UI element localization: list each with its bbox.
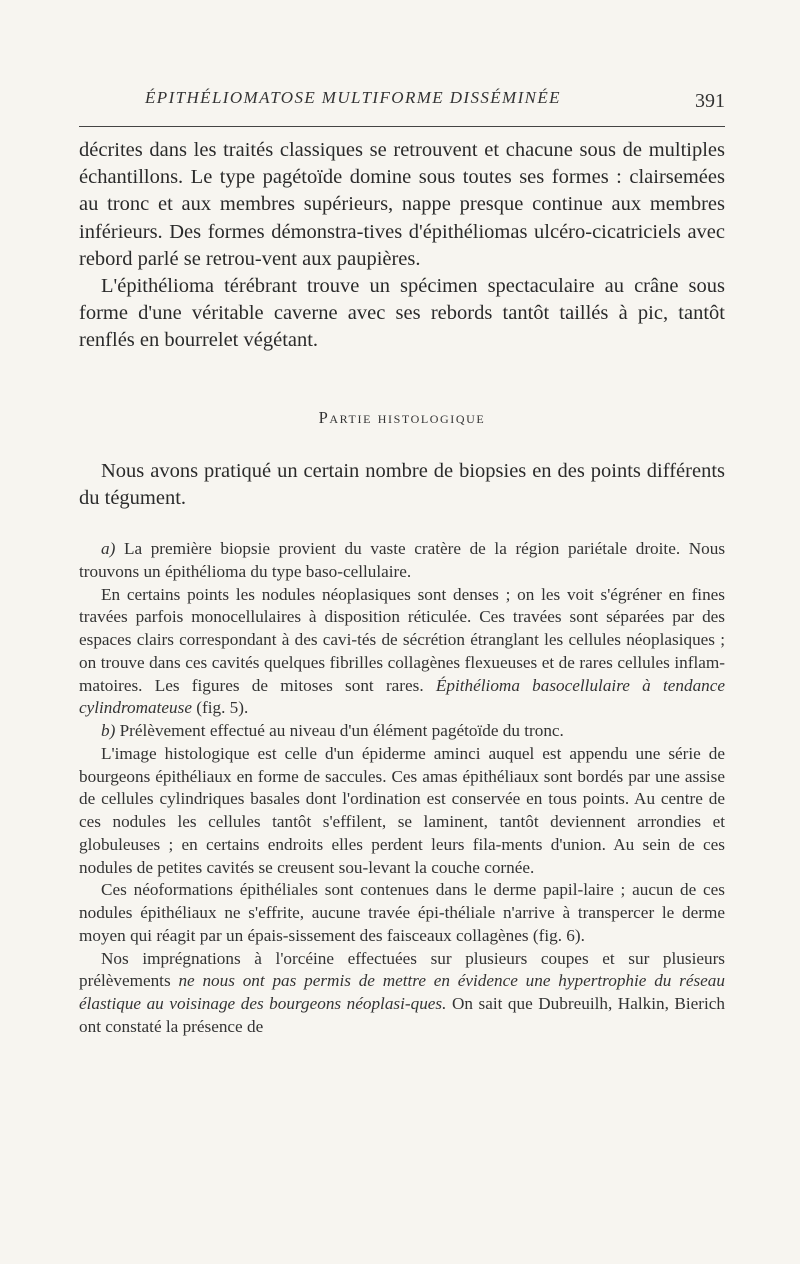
biopsy-a-paragraph-2: [79, 584, 725, 721]
lead-paragraph: Nous avons pratiqué un certain nombre de biopsies en des points différents du tégument.: [79, 460, 725, 510]
page-header: [79, 88, 725, 118]
biopsy-b-p4-start: Nos imprégnations à l'orcéine effectuées sur plusieurs coupes et sur plusieurs prélèvements: [79, 948, 725, 991]
biopsy-b-marker: b): [101, 721, 116, 740]
biopsy-a-text: La première biopsie provient du vaste cratère de la région pariétale droite. Nous trouvons un épithélioma du type baso-cellulaire.: [79, 539, 726, 581]
intro-text: [79, 137, 725, 355]
biopsy-b-text: Prélèvement effectué au niveau d'un élément pagétoïde du tronc.: [119, 721, 564, 740]
section-heading: [79, 408, 725, 428]
section-lead: [79, 458, 725, 512]
intro-paragraph-2: L'épithélioma térébrant trouve un spécimen spectaculaire au crâne sous forme d'une véritable caverne avec ses rebords tantôt taillés à pic, tantôt renflés en bourrelet végétant.: [79, 275, 725, 352]
biopsy-b-paragraph-4: [79, 948, 725, 1039]
page: [79, 0, 725, 1264]
biopsy-b-p4-italic: ne nous ont pas permis de mettre en évidence une hypertrophie du réseau élastique au voisinage des bourgeons néoplasi-ques.: [79, 971, 725, 1013]
biopsy-b-p4-end: On sait que Dubreuilh, Halkin, Bierich ont constaté la présence de: [79, 994, 726, 1036]
running-title: ÉPITHÉLIOMATOSE MULTIFORME DISSÉMINÉE: [145, 88, 561, 107]
biopsy-a-marker: a): [101, 539, 116, 558]
biopsy-a-paragraph: [79, 538, 725, 584]
header-rule: [79, 126, 725, 127]
intro-paragraph-1: décrites dans les traités classiques se retrouvent et chacune sous de multiples échantillons. Le type pagétoïde domine sous toutes ses formes : clairsemées au tronc et aux membres supérieurs, nappe presque continue aux membres inférieurs. Des formes démonstra-tives d'épithéliomas ulcéro-cicatriciels avec rebord parlé se retrou-vent aux paupières.: [79, 139, 725, 270]
page-number: 391: [695, 90, 725, 112]
biopsy-a-p2-italic: Épithélioma basocellulaire à tendance cylindromateuse: [79, 675, 726, 718]
biopsy-b-paragraph: [79, 720, 725, 743]
biopsy-a-p2: En certains points les nodules néoplasiques sont denses ; on les voit s'égréner en fines travées parfois monocellulaires à disposition réticulée. Ces travées sont séparées par des espaces clairs correspondant à des cavi-tés de sécrétion étranglant les cellules néoplasiques ; on trouve dans ces cavités quelques fibrilles collagènes flexueuses et de rares cellules inflam-matoires. Les figures de mitoses sont rares.: [79, 584, 725, 695]
biopsy-b-paragraph-3: Ces néoformations épithéliales sont contenues dans le derme papil-laire ; aucun de ces nodules épithéliaux ne s'effrite, aucune travée épi-théliale n'arrive à transpercer le derme moyen qui réagit par un épais-sissement des faisceaux collagènes (fig. 6).: [79, 880, 725, 945]
section-heading-text: Partie histologique: [318, 408, 486, 427]
biopsy-b-paragraph-2: L'image histologique est celle d'un épiderme aminci auquel est appendu une série de bourgeons épithéliaux en forme de saccules. Ces amas épithéliaux sont bordés par une assise de cellules cylindriques basales dont l'ordination est conservée en tous points. Au centre de ces nodules les cellules tantôt s'effilent, se laminent, tantôt deviennent arrondies et globuleuses ; en certains endroits elles perdent leurs fila-ments d'union. Au sein de ces nodules de petites cavités se creusent sou-levant la couche cornée.: [79, 743, 725, 877]
biopsy-a-p2-end: (fig. 5).: [196, 698, 249, 718]
biopsy-details: [79, 538, 725, 1039]
